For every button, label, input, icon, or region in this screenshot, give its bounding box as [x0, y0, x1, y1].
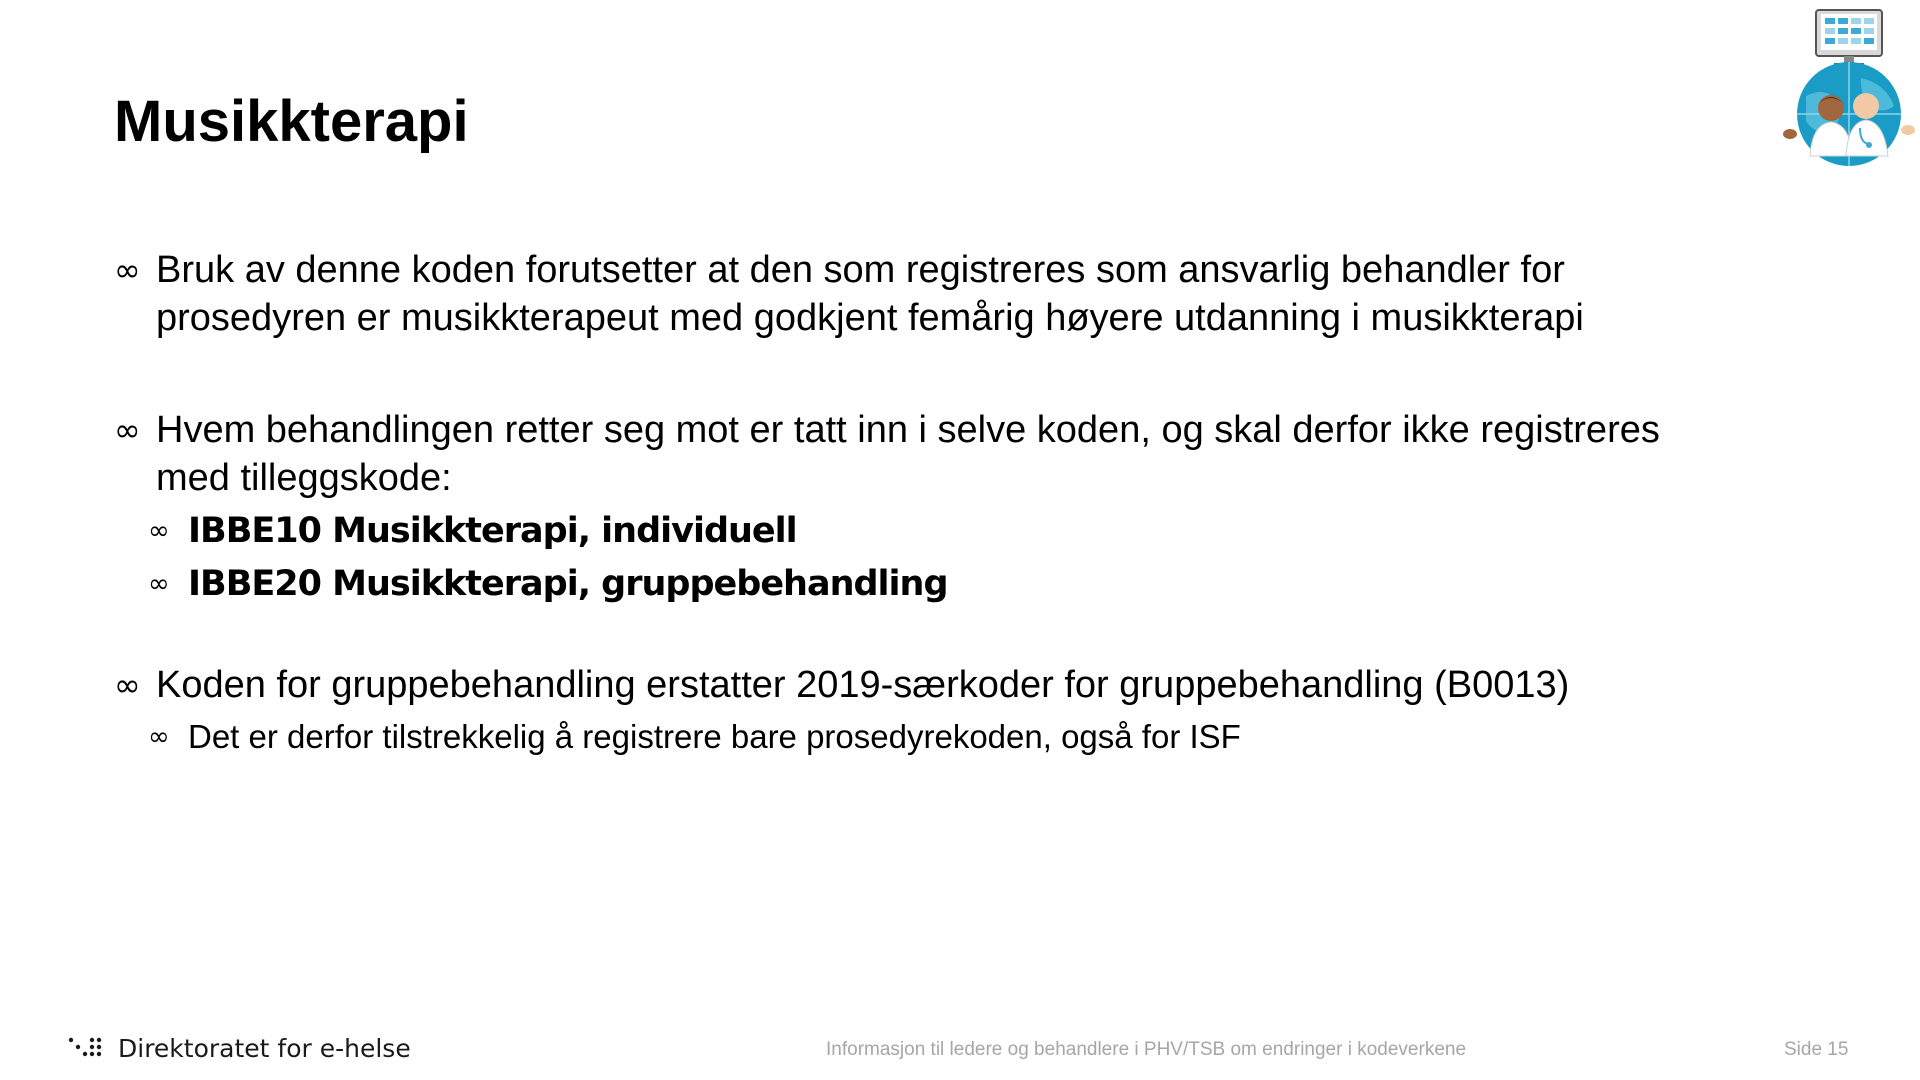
- infinity-bullet-icon: ∞: [114, 251, 135, 289]
- bullet-1-line-1: Bruk av denne koden forutsetter at den som registreres som ansvarlig behandler for: [156, 249, 1565, 291]
- infinity-bullet-icon: ∞: [114, 666, 135, 704]
- bullet-3: [114, 661, 1569, 709]
- e-helse-dots-logo-icon: [68, 1037, 108, 1061]
- bullet-1: [114, 246, 1584, 342]
- code-ibbe20: IBBE20 Musikkterapi, gruppebehandling: [188, 564, 948, 604]
- infinity-bullet-icon: ∞: [148, 569, 165, 599]
- bullet-3-sub-1: [148, 716, 1241, 758]
- doctors-globe-computer-icon: [1776, 6, 1916, 168]
- bullet-3-line-1: Koden for gruppebehandling erstatter 2019-særkoder for gruppebehandling (B0013): [156, 664, 1570, 706]
- bullet-3-sub-text: Det er derfor tilstrekkelig å registrere bare prosedyrekoden, også for ISF: [188, 718, 1241, 755]
- infinity-bullet-icon: ∞: [114, 411, 135, 449]
- bullet-2-line-1: Hvem behandlingen retter seg mot er tatt inn i selve koden, og skal derfor ikke registreres: [156, 409, 1660, 451]
- bullet-1-line-2: prosedyren er musikkterapeut med godkjent femårig høyere utdanning i musikkterapi: [156, 297, 1584, 339]
- footer-logo-text: Direktoratet for e-helse: [118, 1034, 411, 1063]
- bullet-2-line-2: med tilleggskode:: [156, 457, 452, 499]
- footer-logo: [68, 1034, 411, 1063]
- bullet-2-sub-2: [148, 563, 948, 605]
- footer-description: Informasjon til ledere og behandlere i PHV/TSB om endringer i kodeverkene: [826, 1039, 1467, 1060]
- infinity-bullet-icon: ∞: [148, 722, 165, 752]
- bullet-2-sub-1: [148, 510, 797, 552]
- slide-title: Musikkterapi: [114, 89, 469, 154]
- infinity-bullet-icon: ∞: [148, 516, 165, 546]
- bullet-2: [114, 406, 1660, 502]
- page-number: Side 15: [1784, 1039, 1849, 1060]
- code-ibbe10: IBBE10 Musikkterapi, individuell: [188, 511, 797, 551]
